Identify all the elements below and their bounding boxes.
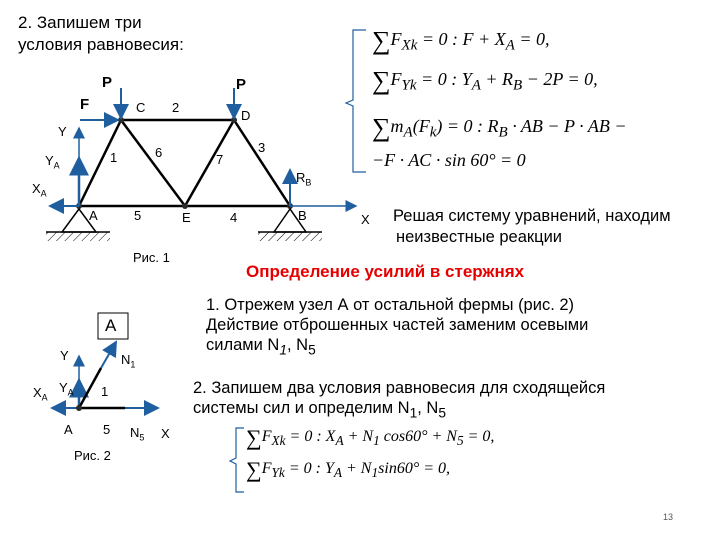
label-member-3: 3: [258, 140, 266, 155]
fig2-label-xa: $X_A$: [33, 385, 48, 403]
label-rb: $R_B$: [296, 170, 312, 188]
ground-b: [258, 232, 322, 241]
label-ya: $Y_A$: [45, 153, 60, 171]
label-member-5: 5: [134, 208, 142, 223]
label-f: F: [80, 96, 90, 113]
fig2-label-a-big: A: [105, 316, 117, 335]
solve-text-line-1: Решая систему уравнений, находим: [393, 207, 671, 225]
forces-heading: Определение усилий в стержнях: [246, 262, 525, 281]
fig2-joint-a: [76, 405, 82, 411]
label-a: A: [89, 208, 98, 223]
member-6: [121, 120, 185, 206]
ground-a: [46, 232, 110, 241]
figure-1-caption: Рис. 1: [133, 250, 170, 265]
fig2-label-y: Y: [60, 348, 69, 363]
step-2-line-2: системы сил и определим $N_1$, $N_5$: [193, 399, 446, 421]
step-1-line-1: 1. Отрежем узел А от остальной фермы (рис. 2): [206, 296, 575, 314]
fig2-label-x: X: [161, 426, 170, 441]
fig2-member-1: [79, 368, 101, 408]
label-p1: P: [102, 74, 113, 91]
joint-e: [182, 203, 188, 209]
label-d: D: [241, 108, 251, 123]
solve-text-line-2: неизвестные реакции: [396, 228, 562, 246]
label-e: E: [182, 210, 191, 225]
label-p2: P: [236, 76, 247, 93]
step-1-line-3: силами $N_1$, $N_5$: [206, 336, 316, 358]
label-y: Y: [58, 124, 67, 139]
label-c: C: [136, 100, 146, 115]
title-line-2: условия равновесия:: [18, 35, 184, 54]
label-member-1: 1: [110, 150, 118, 165]
equation-moments-continued: −F · AC · sin 60° = 0: [372, 150, 526, 170]
page-number: 13: [663, 512, 674, 522]
fig2-label-n1: $N_1$: [121, 352, 136, 370]
equations-brace: [346, 30, 366, 172]
fig2-n1-arrow: [101, 342, 116, 368]
member-3: [234, 120, 290, 206]
label-member-4: 4: [230, 210, 238, 225]
equation-sum-fx: $\sum F_{Xk} = 0$ : $F + X_A = 0$,: [372, 26, 550, 55]
equation-sum-fy: $\sum F_{Yk} = 0$ : $Y_A + R_B - 2P = 0$,: [372, 66, 598, 95]
fig2-label-ya: $Y_A$: [59, 380, 74, 398]
equation2-sum-fy: $\sum F_{Yk} = 0$ : $Y_A + N_1\sin 60^\circ = 0$,: [246, 457, 451, 482]
label-xa: $X_A$: [32, 181, 47, 199]
equation2-sum-fx: $\sum F_{Xk} = 0$ : $X_A + N_1$ $\cos 60^\circ + N_5 = 0$,: [246, 425, 495, 450]
label-member-6: 6: [155, 145, 163, 160]
fig2-label-member-1: 1: [101, 384, 109, 399]
label-b: B: [298, 208, 307, 223]
step-2-line-1: 2. Запишем два условия равновесия для сходящейся: [193, 379, 606, 397]
equations2-brace: [230, 428, 244, 492]
fig2-label-n5: $N_5$: [130, 425, 145, 443]
label-x: X: [361, 212, 370, 227]
label-member-7: 7: [216, 152, 224, 167]
fig2-label-member-5: 5: [103, 422, 111, 437]
fig2-label-a: A: [64, 422, 73, 437]
member-7: [185, 120, 234, 206]
figure-2-caption: Рис. 2: [74, 448, 111, 463]
title-line-1: 2. Запишем три: [18, 13, 142, 32]
label-member-2: 2: [172, 100, 180, 115]
step-1-line-2: Действие отброшенных частей заменим осевыми: [206, 316, 589, 334]
equation-sum-moments: $\sum m_A(F_k) = 0$ : $R_B$ · AB − P · AB −: [372, 113, 627, 142]
